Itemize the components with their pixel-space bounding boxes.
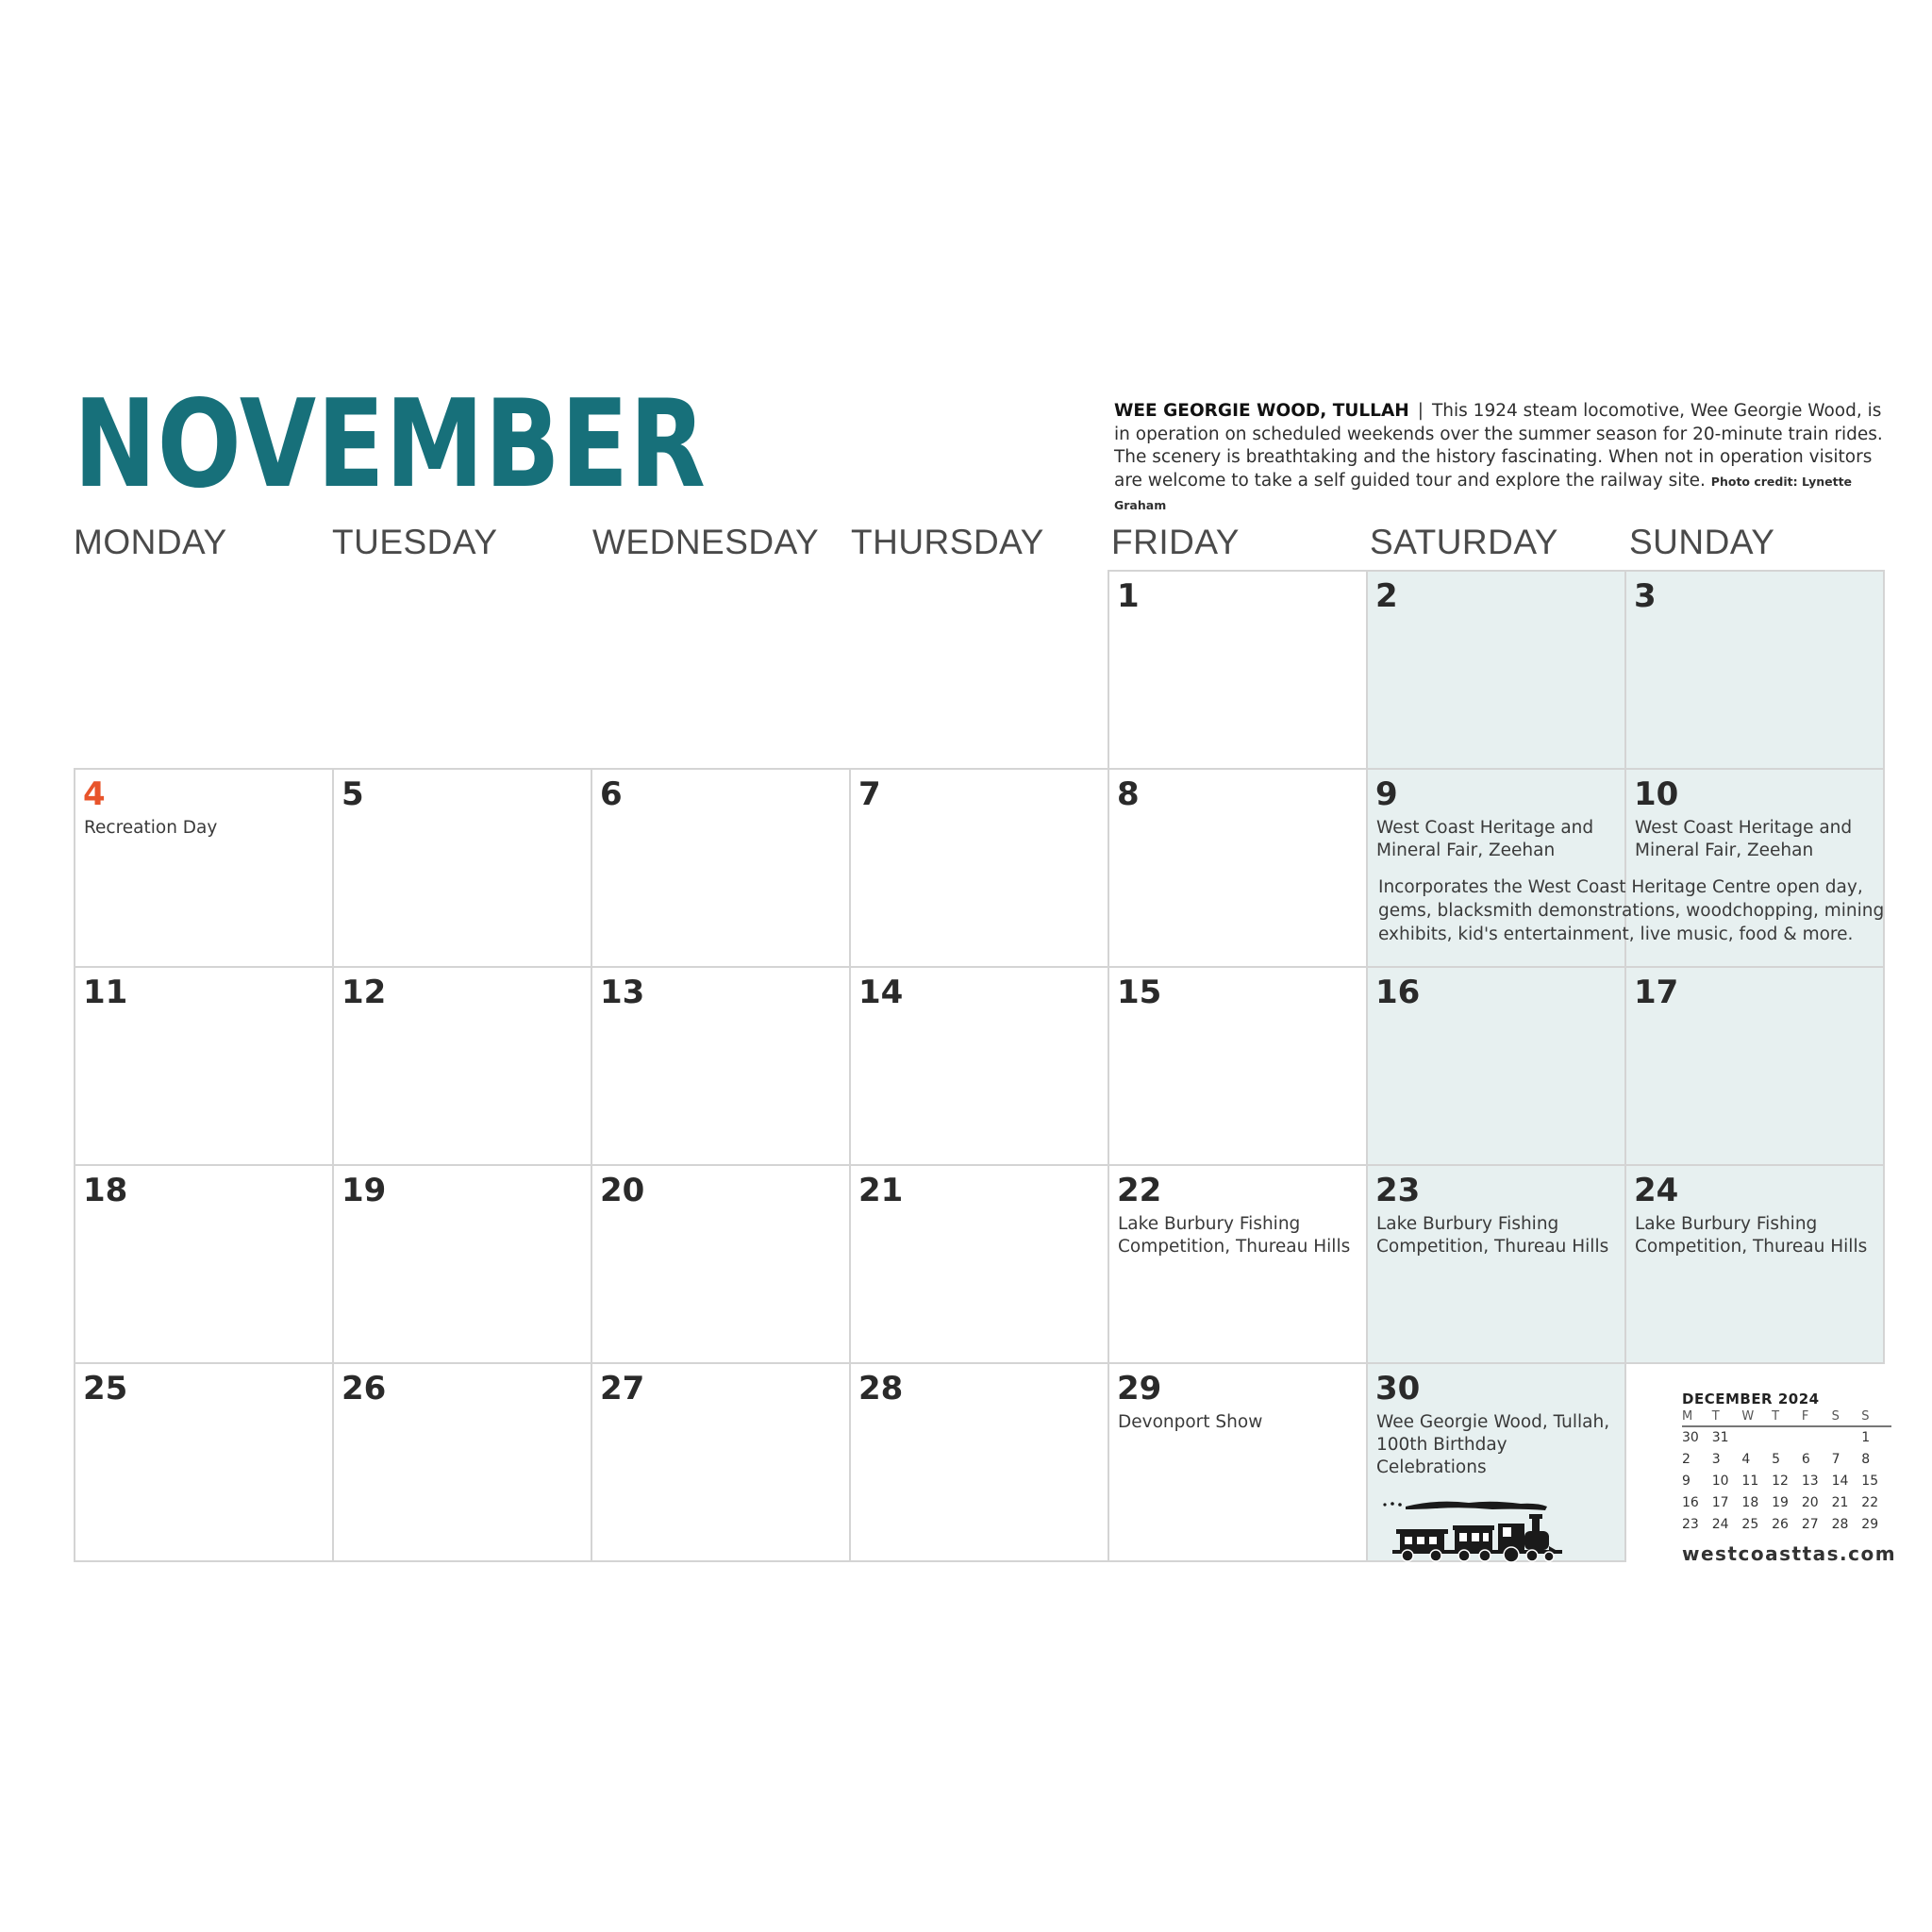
day-number: 6 (600, 775, 623, 813)
day-cell (849, 768, 1109, 968)
photo-credit: Photo credit: Lynette Graham (1114, 474, 1853, 512)
day-number: 4 (83, 775, 106, 813)
mini-calendar-day: 31 (1711, 1430, 1729, 1445)
day-cell (1108, 768, 1368, 968)
day-cell (332, 1164, 592, 1364)
day-cell (1108, 570, 1368, 770)
day-cell (332, 966, 592, 1166)
event-text: West Coast Heritage and Mineral Fair, Zeehan (1635, 818, 1853, 860)
event-text: Wee Georgie Wood, Tullah, 100th Birthday Celebrations (1376, 1412, 1610, 1477)
day-number: 15 (1117, 974, 1162, 1011)
day-number: 2 (1375, 577, 1398, 615)
mini-calendar-day (1741, 1427, 1772, 1449)
day-cell (849, 1362, 1109, 1562)
day-number: 24 (1634, 1172, 1679, 1209)
weekday-header-thursday: THURSDAY (851, 523, 1044, 561)
mini-calendar-day (1832, 1427, 1862, 1449)
mini-calendar-weekday: T (1712, 1407, 1742, 1427)
mini-calendar-day: 13 (1801, 1474, 1819, 1489)
day-number: 11 (83, 974, 128, 1011)
event-text: Devonport Show (1118, 1412, 1263, 1432)
mini-calendar-day: 10 (1711, 1474, 1729, 1489)
mini-calendar-weekday: S (1861, 1407, 1891, 1427)
day-cell (1108, 1362, 1368, 1562)
day-number: 28 (858, 1370, 904, 1407)
day-number: 19 (341, 1172, 387, 1209)
day-cell (1366, 1164, 1626, 1364)
mini-calendar-day (1802, 1427, 1832, 1449)
day-cell (1108, 1164, 1368, 1364)
mini-calendar-day: 16 (1682, 1495, 1699, 1510)
weekday-header-friday: FRIDAY (1111, 523, 1240, 561)
day-number: 27 (600, 1370, 645, 1407)
day-number: 10 (1634, 775, 1679, 813)
mini-calendar-weekday: T (1772, 1407, 1802, 1427)
mini-calendar-day: 3 (1711, 1452, 1721, 1467)
mini-calendar-day: 20 (1801, 1495, 1819, 1510)
day-number: 14 (858, 974, 904, 1011)
day-number: 7 (858, 775, 881, 813)
mini-calendar-day: 17 (1711, 1495, 1729, 1510)
day-cell (1624, 966, 1885, 1166)
day-cell (1366, 570, 1626, 770)
mini-calendar-weekday: W (1741, 1407, 1772, 1427)
event-text: Lake Burbury Fishing Competition, Thureau Hills (1376, 1214, 1609, 1257)
day-number: 16 (1375, 974, 1421, 1011)
day-number: 20 (600, 1172, 645, 1209)
mini-calendar-weekday: F (1802, 1407, 1832, 1427)
caption-separator: | (1417, 401, 1424, 421)
mini-calendar-day: 29 (1861, 1517, 1879, 1532)
mini-calendar-day: 24 (1711, 1517, 1729, 1532)
mini-calendar-day: 19 (1772, 1495, 1789, 1510)
event-text: West Coast Heritage and Mineral Fair, Zeehan (1376, 818, 1594, 860)
event-text: Lake Burbury Fishing Competition, Thureau Hills (1635, 1214, 1868, 1257)
day-cell (74, 1362, 334, 1562)
day-number: 8 (1117, 775, 1140, 813)
day-cell (849, 1164, 1109, 1364)
day-cell (74, 768, 334, 968)
day-cell (591, 1164, 851, 1364)
day-number: 13 (600, 974, 645, 1011)
mini-calendar-day: 27 (1801, 1517, 1819, 1532)
day-cell (591, 966, 851, 1166)
month-title: NOVEMBER (74, 375, 707, 515)
mini-calendar-day (1772, 1427, 1802, 1449)
day-cell (74, 966, 334, 1166)
weekday-header-tuesday: TUESDAY (332, 523, 498, 561)
day-cell (591, 1362, 851, 1562)
mini-calendar-day: 7 (1831, 1452, 1840, 1467)
mini-calendar-day: 4 (1741, 1452, 1751, 1467)
day-cell (849, 966, 1109, 1166)
caption-text: This 1924 steam locomotive, Wee Georgie Wood, is in operation on scheduled weekends over the summer season for 20-minute train rides. The scenery is breathtaking and the history fascinating. When not in operation visitors are welcome to take a self guided tour and explore the railway site. (1114, 401, 1883, 491)
photo-caption (1114, 400, 1897, 518)
day-number: 29 (1117, 1370, 1162, 1407)
day-number: 3 (1634, 577, 1657, 615)
mini-calendar-day: 18 (1741, 1495, 1759, 1510)
day-number: 30 (1375, 1370, 1421, 1407)
mini-calendar-title: DECEMBER 2024 (1682, 1391, 1820, 1407)
day-cell (1624, 1164, 1885, 1364)
day-cell (332, 1362, 592, 1562)
mini-calendar-december (1682, 1391, 1891, 1536)
weekday-header-saturday: SATURDAY (1370, 523, 1558, 561)
mini-calendar-day: 22 (1861, 1495, 1879, 1510)
day-cell (1366, 966, 1626, 1166)
mini-calendar-day: 6 (1801, 1452, 1810, 1467)
heritage-fair-description: Incorporates the West Coast Heritage Centre open day, gems, blacksmith demonstrations, woodchopping, mining exhibits, kid's entertainment, live music, food & more. (1378, 877, 1885, 944)
day-number: 26 (341, 1370, 387, 1407)
mini-calendar-day: 21 (1831, 1495, 1849, 1510)
day-number: 25 (83, 1370, 128, 1407)
weekday-header-sunday: SUNDAY (1629, 523, 1775, 561)
steam-train-icon (1379, 1497, 1568, 1563)
mini-calendar-weekday: M (1682, 1407, 1712, 1427)
day-number: 17 (1634, 974, 1679, 1011)
weekday-header-monday: MONDAY (74, 523, 227, 561)
day-number: 12 (341, 974, 387, 1011)
day-number: 5 (341, 775, 364, 813)
mini-calendar-day: 30 (1682, 1430, 1699, 1445)
mini-calendar-grid (1682, 1407, 1891, 1536)
day-number: 18 (83, 1172, 128, 1209)
mini-calendar-day: 8 (1861, 1452, 1871, 1467)
mini-calendar-day: 2 (1682, 1452, 1690, 1467)
mini-calendar-day: 23 (1682, 1517, 1699, 1532)
day-number: 21 (858, 1172, 904, 1209)
mini-calendar-day: 15 (1861, 1474, 1879, 1489)
mini-calendar-weekday: S (1832, 1407, 1862, 1427)
day-number: 22 (1117, 1172, 1162, 1209)
day-cell (1624, 570, 1885, 770)
mini-calendar-day: 11 (1741, 1474, 1759, 1489)
day-cell (332, 768, 592, 968)
mini-calendar-day: 14 (1831, 1474, 1849, 1489)
mini-calendar-day: 26 (1772, 1517, 1789, 1532)
mini-calendar-day: 12 (1772, 1474, 1789, 1489)
mini-calendar-day: 9 (1682, 1474, 1690, 1489)
event-text: Lake Burbury Fishing Competition, Thureau Hills (1118, 1214, 1351, 1257)
day-number: 9 (1375, 775, 1398, 813)
day-number: 1 (1117, 577, 1140, 615)
day-cell (591, 768, 851, 968)
event-text: Recreation Day (84, 818, 218, 838)
weekday-header-wednesday: WEDNESDAY (592, 523, 820, 561)
mini-calendar-day: 25 (1741, 1517, 1759, 1532)
caption-title: WEE GEORGIE WOOD, TULLAH (1114, 401, 1409, 421)
mini-calendar-day: 5 (1772, 1452, 1781, 1467)
mini-calendar-day: 28 (1831, 1517, 1849, 1532)
day-cell (1108, 966, 1368, 1166)
day-number: 23 (1375, 1172, 1421, 1209)
mini-calendar-day: 1 (1861, 1430, 1871, 1445)
website-url[interactable]: westcoasttas.com (1682, 1542, 1897, 1565)
day-cell (74, 1164, 334, 1364)
